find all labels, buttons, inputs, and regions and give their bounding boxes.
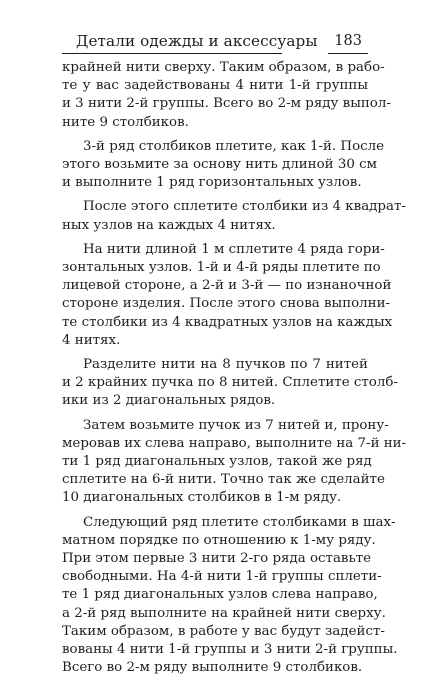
running-title: Детали одежды и аксессуары	[76, 32, 318, 50]
text-line: Таким образом, в работе у вас будут задейст-	[62, 623, 385, 639]
text-line: 3-й ряд столбиков плетите, как 1-й. После	[83, 138, 385, 154]
text-line: и выполните 1 ряд горизонтальных узлов.	[62, 175, 362, 191]
text-line: После этого сплетите столбики из 4 квадрат-	[83, 199, 406, 215]
running-header	[62, 32, 368, 54]
text-line: 10 диагональных столбиков в 1-м ряду.	[62, 490, 342, 506]
text-line: Следующий ряд плетите столбиками в шах-	[83, 514, 396, 530]
text-line: Всего во 2-м ряду выполните 9 столбиков.	[62, 660, 363, 676]
body-text	[62, 59, 407, 684]
text-line: крайней нити сверху. Таким образом, в рабо-	[62, 60, 385, 75]
text-line: На нити длиной 1 м сплетите 4 ряда гори-	[83, 241, 385, 257]
text-line: те у вас задействованы 4 нити 1-й группы	[62, 78, 368, 94]
text-line: 4 нитях.	[62, 332, 121, 348]
text-line: вованы 4 нити 1-й группы и 3 нити 2-й группы.	[62, 642, 398, 658]
text-line: ните 9 столбиков.	[62, 114, 189, 130]
text-line: сплетите на 6-й нити. Точно так же сделайте	[62, 472, 385, 488]
paragraph	[62, 417, 407, 508]
text-line: матном порядке по отношению к 1-му ряду.	[62, 532, 376, 548]
text-line: ики из 2 диагональных рядов.	[62, 393, 276, 409]
text-line: и 2 крайних пучка по 8 нитей. Сплетите столб-	[62, 375, 398, 391]
paragraph	[62, 59, 391, 132]
paragraph	[62, 356, 398, 411]
paragraph	[62, 514, 398, 678]
text-line: свободными. На 4-й нити 1-й группы сплети-	[62, 569, 382, 585]
text-line: Затем возьмите пучок из 7 нитей и, прону-	[83, 417, 389, 433]
text-line: ных узлов на каждых 4 нитях.	[62, 217, 276, 233]
text-line: Разделите нити на 8 пучков по 7 нитей	[83, 357, 368, 373]
text-line: те столбики из 4 квадратных узлов на каждых	[62, 314, 393, 330]
page-number: 183	[334, 33, 362, 49]
text-line: а 2-й ряд выполните на крайней нити сверху.	[62, 605, 386, 621]
text-line: стороне изделия. После этого снова выполни-	[62, 296, 391, 312]
paragraph	[62, 198, 406, 234]
text-line: и 3 нити 2-й группы. Всего во 2-м ряду выпол-	[62, 96, 391, 112]
text-line: этого возьмите за основу нить длиной 30 см	[62, 157, 378, 173]
text-line: лицевой стороне, а 2-й и 3-й — по изнаночной	[62, 278, 392, 294]
text-line: те 1 ряд диагональных узлов слева направо,	[62, 587, 378, 603]
text-line: меровав их слева направо, выполните на 7-й ни-	[62, 435, 407, 451]
paragraph	[62, 241, 393, 350]
text-line: ти 1 ряд диагональных узлов, такой же ряд	[62, 454, 372, 470]
paragraph	[62, 138, 385, 193]
text-line: зонтальных узлов. 1-й и 4-й ряды плетите по	[62, 260, 381, 276]
text-line: При этом первые 3 нити 2-го ряда оставьте	[62, 551, 372, 567]
